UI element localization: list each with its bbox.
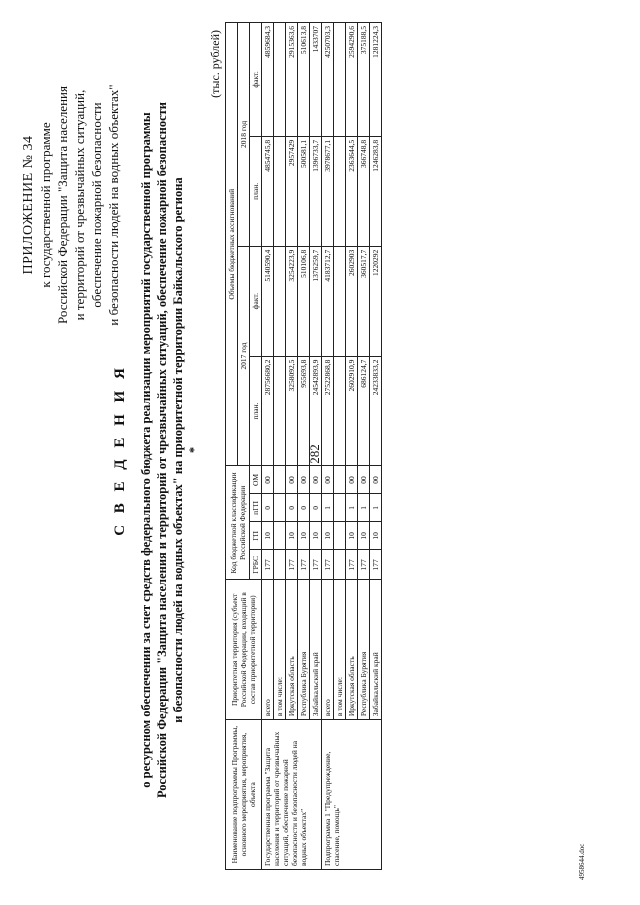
- territory-cell: всего: [262, 580, 274, 720]
- territory-cell: Забайкальский край: [310, 580, 322, 720]
- plan-2018-cell: 366748,8: [358, 136, 370, 246]
- header-om: ОМ: [250, 466, 262, 494]
- plan-2018-cell: 500581,1: [298, 136, 310, 246]
- units-label: (тыс. рублей): [208, 30, 222, 98]
- fact-2018-cell: 4859684,3: [262, 23, 274, 137]
- gp-cell: 10: [370, 522, 382, 550]
- om-cell: [274, 466, 286, 494]
- fact-2018-cell: 4250703,3: [322, 23, 334, 137]
- territory-cell: всего: [322, 580, 334, 720]
- om-cell: 00: [286, 466, 298, 494]
- plan-2018-cell: [334, 136, 346, 246]
- pgp-cell: 1: [358, 494, 370, 522]
- om-cell: 00: [298, 466, 310, 494]
- gp-cell: 10: [262, 522, 274, 550]
- appendix-heading: ПРИЛОЖЕНИЕ № 34: [21, 135, 36, 275]
- grbs-cell: 177: [286, 550, 298, 580]
- plan-2017-cell: 2602910,9: [346, 356, 358, 466]
- fact-2018-cell: 375188,5: [358, 23, 370, 137]
- grbs-cell: 177: [310, 550, 322, 580]
- fact-2018-cell: 510613,8: [298, 23, 310, 137]
- fact-2017-cell: 1376259,7: [310, 246, 322, 356]
- plan-2017-cell: [334, 356, 346, 466]
- pgp-cell: 0: [286, 494, 298, 522]
- appendix-line: Российской Федерации "Защита населения: [55, 86, 70, 324]
- pgp-cell: 1: [322, 494, 334, 522]
- header-volume: Объемы бюджетных ассигнований: [226, 23, 238, 466]
- header-plan-2018: план.: [250, 136, 262, 246]
- fact-2018-cell: [274, 23, 286, 137]
- plan-2017-cell: 955693,8: [298, 356, 310, 466]
- territory-cell: Республика Бурятия: [298, 580, 310, 720]
- header-gp: ГП: [250, 522, 262, 550]
- gp-cell: [274, 522, 286, 550]
- appendix-line: и территорий от чрезвычайных ситуаций,: [72, 89, 87, 321]
- om-cell: 00: [262, 466, 274, 494]
- plan-2017-cell: 686124,7: [358, 356, 370, 466]
- program-name-cell: Подпрограмма 1 "Предупреждение, спасение, помощь": [322, 720, 382, 870]
- program-name-cell: Государственная программа "Защита населения и территорий от чрезвычайных ситуаций, обеспечение пожарной безопасности и безопасности людей на водных объектах": [262, 720, 322, 870]
- plan-2018-cell: 3978677,1: [322, 136, 334, 246]
- fact-2017-cell: 5140590,4: [262, 246, 274, 356]
- document-title: С В Е Д Е Н И Я: [112, 364, 128, 536]
- appendix-line: обеспечение пожарной безопасности: [89, 102, 104, 308]
- grbs-cell: 177: [262, 550, 274, 580]
- territory-cell: Республика Бурятия: [358, 580, 370, 720]
- plan-2017-cell: [274, 356, 286, 466]
- plan-2018-cell: 4854745,8: [262, 136, 274, 246]
- gp-cell: 10: [286, 522, 298, 550]
- header-bk: Код бюджетной классификации Российской Федерации: [226, 466, 250, 580]
- header-territory: Приоритетная территория (субъект Российской Федерации, входящий в состав приоритетной территории): [226, 580, 262, 720]
- grbs-cell: 177: [358, 550, 370, 580]
- plan-2018-cell: [274, 136, 286, 246]
- header-fact-2018: факт.: [250, 23, 262, 137]
- fact-2017-cell: [274, 246, 286, 356]
- territory-cell: в том числе:: [274, 580, 286, 720]
- plan-2017-cell: 24542893,9: [310, 356, 322, 466]
- budget-table: [225, 22, 382, 870]
- fact-2017-cell: 4183712,7: [322, 246, 334, 356]
- plan-2017-cell: 24233833,2: [370, 356, 382, 466]
- subtitle-line: и безопасности людей на водных объектах" на приоритетной территории Байкальского региона: [171, 177, 185, 723]
- fact-2018-cell: 2915363,6: [286, 23, 298, 137]
- header-grbs: ГРБС: [250, 550, 262, 580]
- fact-2017-cell: 2602903: [346, 246, 358, 356]
- plan-2018-cell: 2957429: [286, 136, 298, 246]
- gp-cell: 10: [322, 522, 334, 550]
- grbs-cell: 177: [346, 550, 358, 580]
- plan-2017-cell: 27522868,8: [322, 356, 334, 466]
- pgp-cell: [274, 494, 286, 522]
- fact-2017-cell: [334, 246, 346, 356]
- fact-2017-cell: 1220292: [370, 246, 382, 356]
- gp-cell: 10: [310, 522, 322, 550]
- fact-2017-cell: 510106,8: [298, 246, 310, 356]
- header-name: Наименование подпрограммы Программы, основного мероприятия, мероприятия, объекта: [226, 720, 262, 870]
- plan-2018-cell: 1246283,8: [370, 136, 382, 246]
- document-subtitle: [138, 40, 202, 860]
- grbs-cell: 177: [370, 550, 382, 580]
- appendix-line: и безопасности людей на водных объектах": [106, 84, 121, 326]
- table-row: [262, 23, 274, 870]
- appendix-block: [20, 40, 122, 370]
- fact-2017-cell: 360517,7: [358, 246, 370, 356]
- gp-cell: [334, 522, 346, 550]
- pgp-cell: 1: [370, 494, 382, 522]
- table-row: [322, 23, 334, 870]
- grbs-cell: [334, 550, 346, 580]
- appendix-line: к государственной программе: [38, 122, 53, 288]
- fact-2018-cell: 1281224,3: [370, 23, 382, 137]
- grbs-cell: 177: [298, 550, 310, 580]
- gp-cell: 10: [358, 522, 370, 550]
- pgp-cell: 0: [298, 494, 310, 522]
- header-fact-2017: факт.: [250, 246, 262, 356]
- om-cell: 00: [346, 466, 358, 494]
- fact-2018-cell: [334, 23, 346, 137]
- grbs-cell: 177: [322, 550, 334, 580]
- gp-cell: 10: [346, 522, 358, 550]
- fact-2017-cell: 3254223,9: [286, 246, 298, 356]
- pgp-cell: 0: [262, 494, 274, 522]
- header-pgp: пГП: [250, 494, 262, 522]
- om-cell: [334, 466, 346, 494]
- subtitle-line: о ресурсном обеспечении за счет средств федерального бюджета реализации мероприятий государственной программы: [139, 112, 153, 788]
- header-year-2017: 2017 год: [238, 246, 250, 466]
- territory-cell: Иркутская область: [346, 580, 358, 720]
- territory-cell: Забайкальский край: [370, 580, 382, 720]
- header-plan-2017: план.: [250, 356, 262, 466]
- fact-2018-cell: 2594290,6: [346, 23, 358, 137]
- om-cell: 00: [358, 466, 370, 494]
- plan-2017-cell: 28756680,2: [262, 356, 274, 466]
- fact-2018-cell: 1433707: [310, 23, 322, 137]
- rotated-page-content: [20, 20, 600, 880]
- territory-cell: Иркутская область: [286, 580, 298, 720]
- grbs-cell: [274, 550, 286, 580]
- subtitle-line: Российской Федерации "Защита населения и территорий от чрезвычайных ситуаций, обеспечение пожарной безопасности: [155, 102, 169, 799]
- pgp-cell: 0: [310, 494, 322, 522]
- pgp-cell: [334, 494, 346, 522]
- gp-cell: 10: [298, 522, 310, 550]
- om-cell: 00: [310, 466, 322, 494]
- plan-2017-cell: 3258092,5: [286, 356, 298, 466]
- plan-2018-cell: 1396733,7: [310, 136, 322, 246]
- om-cell: 00: [370, 466, 382, 494]
- pgp-cell: 1: [346, 494, 358, 522]
- document-filename: 4958644.doc: [578, 843, 586, 880]
- page-number: 282: [306, 444, 322, 464]
- subtitle-footnote-mark: *: [187, 446, 201, 454]
- header-year-2018: 2018 год: [238, 23, 250, 247]
- om-cell: 00: [322, 466, 334, 494]
- plan-2018-cell: 2363644,5: [346, 136, 358, 246]
- territory-cell: в том числе:: [334, 580, 346, 720]
